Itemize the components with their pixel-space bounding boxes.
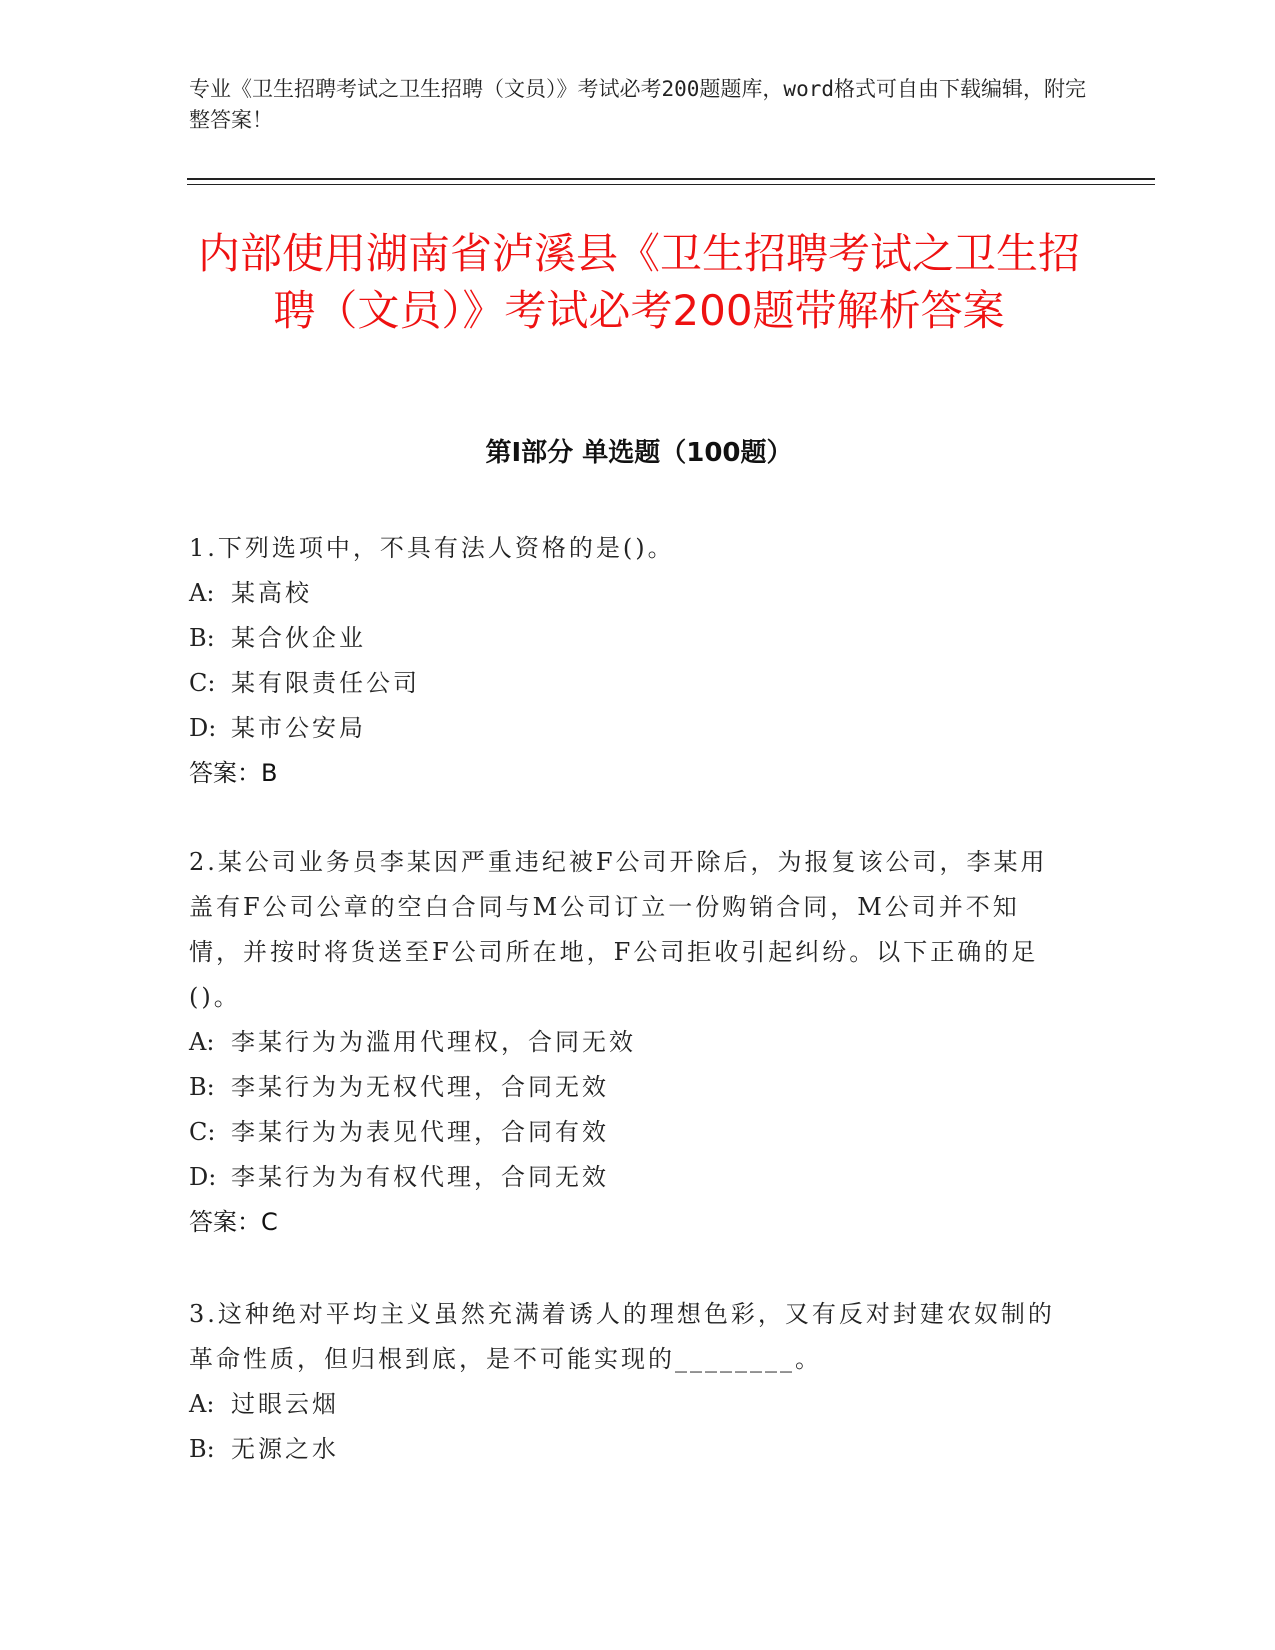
question-2 bbox=[189, 840, 1069, 1245]
option-key: C: bbox=[189, 1118, 216, 1146]
option-a bbox=[189, 1382, 1069, 1427]
option-text: 李某行为为滥用代理权，合同无效 bbox=[231, 1028, 636, 1056]
option-text: 李某行为为表见代理，合同有效 bbox=[231, 1118, 609, 1146]
question-stem: 3.这种绝对平均主义虽然充满着诱人的理想色彩，又有反对封建农奴制的革命性质，但归根到底，是不可能实现的________。 bbox=[189, 1300, 1055, 1373]
option-c bbox=[189, 1110, 1069, 1155]
option-text: 某市公安局 bbox=[231, 714, 366, 742]
option-key: C: bbox=[189, 669, 216, 697]
section-heading: 第Ⅰ部分 单选题（100题） bbox=[485, 438, 793, 468]
question-1 bbox=[189, 526, 1069, 796]
header-divider-thin bbox=[187, 184, 1155, 185]
option-text: 过眼云烟 bbox=[231, 1390, 339, 1418]
option-key: A: bbox=[189, 579, 215, 607]
option-text: 李某行为为有权代理，合同无效 bbox=[231, 1163, 609, 1191]
question-stem: 2.某公司业务员李某因严重违纪被F公司开除后，为报复该公司，李某用盖有F公司公章的空白合同与M公司订立一份购销合同，M公司并不知情，并按时将货送至F公司所在地，F公司拒收引起纠纷。以下正确的足()。 bbox=[189, 848, 1048, 1011]
option-b bbox=[189, 1065, 1069, 1110]
option-text: 某合伙企业 bbox=[231, 624, 366, 652]
option-b bbox=[189, 1427, 1069, 1472]
option-b bbox=[189, 616, 1069, 661]
option-a bbox=[189, 571, 1069, 616]
option-text: 无源之水 bbox=[231, 1435, 339, 1463]
option-key: D: bbox=[189, 1163, 217, 1191]
answer-line: 答案：C bbox=[189, 1208, 278, 1236]
option-a bbox=[189, 1020, 1069, 1065]
option-text: 某有限责任公司 bbox=[231, 669, 420, 697]
option-text: 李某行为为无权代理，合同无效 bbox=[231, 1073, 609, 1101]
question-3 bbox=[189, 1292, 1069, 1472]
header-note: 专业《卫生招聘考试之卫生招聘（文员）》考试必考200题题库，word格式可自由下载编辑，附完整答案！ bbox=[189, 77, 1086, 132]
document-title: 内部使用湖南省泸溪县《卫生招聘考试之卫生招聘（文员）》考试必考200题带解析答案 bbox=[197, 229, 1080, 335]
option-d bbox=[189, 1155, 1069, 1200]
option-key: A: bbox=[189, 1390, 215, 1418]
option-key: A: bbox=[189, 1028, 215, 1056]
option-key: B: bbox=[189, 624, 215, 652]
option-c bbox=[189, 661, 1069, 706]
header-divider-thick bbox=[187, 178, 1155, 180]
option-key: B: bbox=[189, 1073, 215, 1101]
question-stem: 1.下列选项中，不具有法人资格的是()。 bbox=[189, 534, 675, 562]
answer-line: 答案：B bbox=[189, 759, 278, 787]
option-text: 某高校 bbox=[231, 579, 312, 607]
option-d bbox=[189, 706, 1069, 751]
option-key: B: bbox=[189, 1435, 215, 1463]
option-key: D: bbox=[189, 714, 217, 742]
